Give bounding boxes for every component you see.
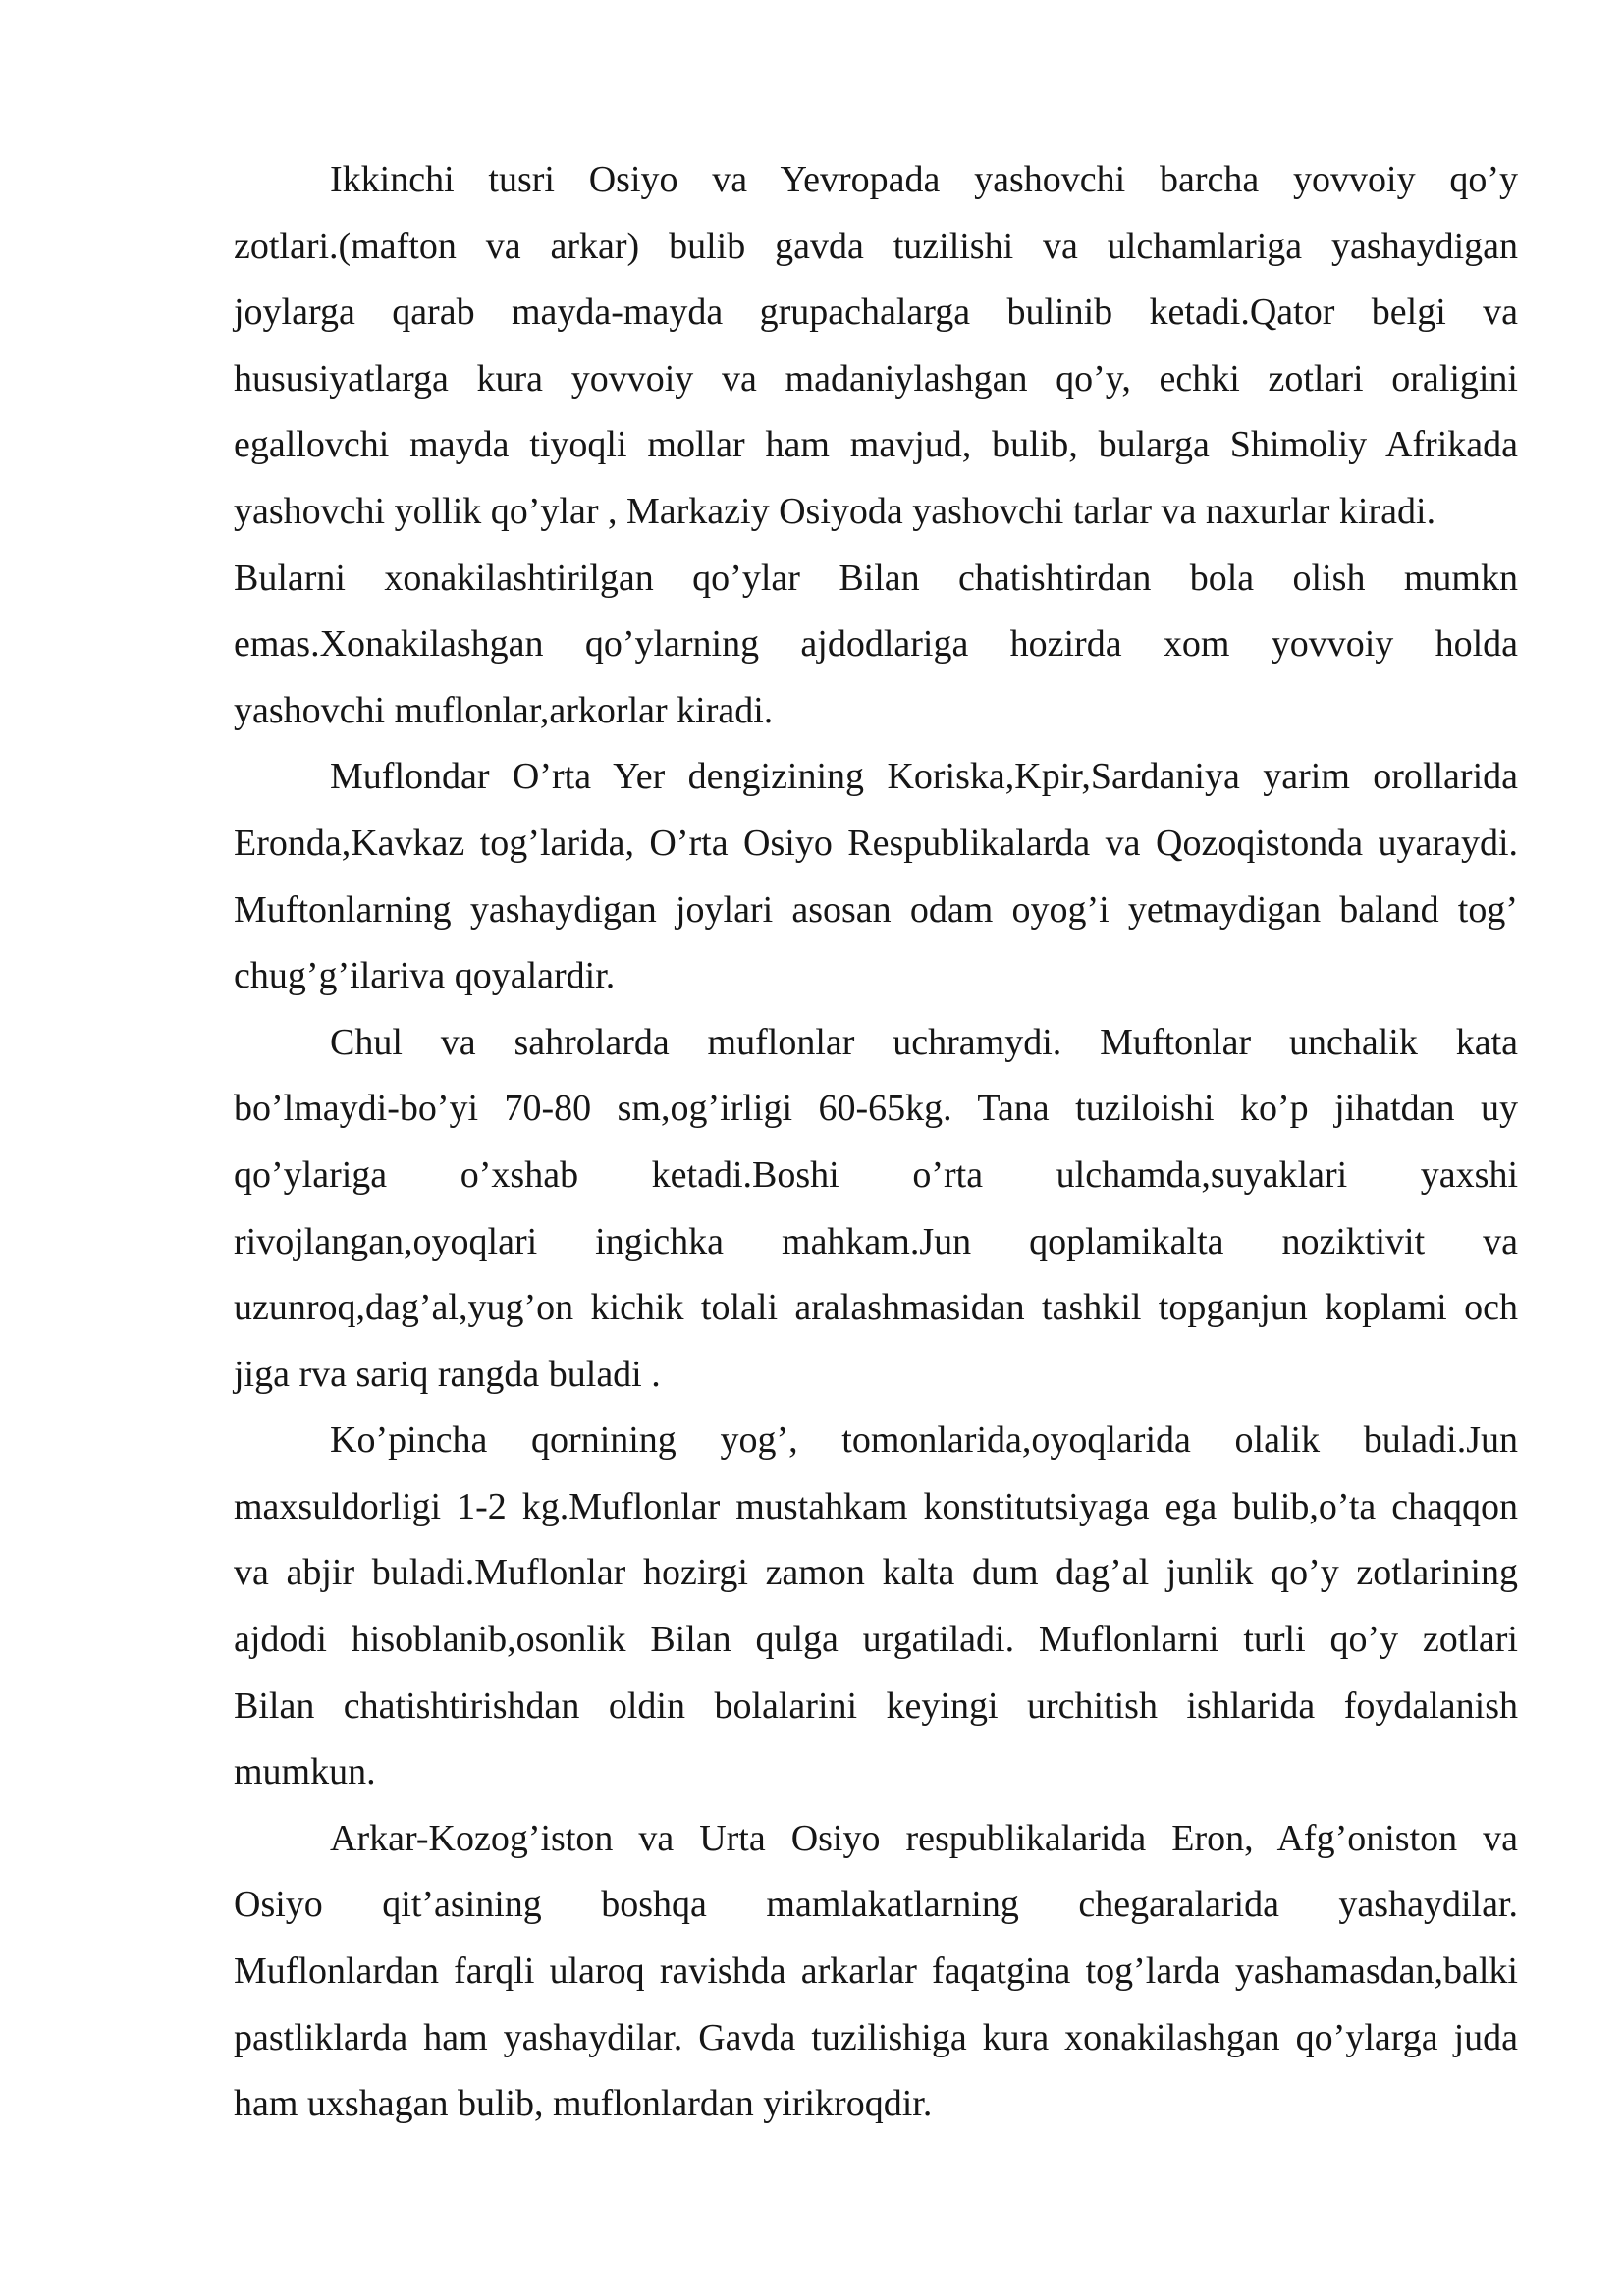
text-line: qo’ylariga o’xshab ketadi.Boshi o’rta ulchamda,suyaklari yaxshi bbox=[234, 1153, 1518, 1196]
text-line: rivojlangan,oyoqlari ingichka mahkam.Jun qoplamikalta noziktivit va bbox=[234, 1220, 1518, 1262]
paragraph-4 bbox=[234, 1010, 1518, 1409]
text-line: Muflonlardan farqli ularoq ravishda arkarlar faqatgina tog’larda yashamasdan,balki bbox=[234, 1950, 1518, 1993]
paragraph-6 bbox=[234, 1806, 1518, 2138]
text-line: emas.Xonakilashgan qo’ylarning ajdodlariga hozirda xom yovvoiy holda bbox=[234, 623, 1518, 666]
text-line: pastliklarda ham yashaydilar. Gavda tuzilishiga kura xonakilashgan qo’ylarga juda bbox=[234, 2016, 1518, 2058]
text-line: joylarga qarab mayda-mayda grupachalarga bulinib ketadi.Qator belgi va bbox=[234, 292, 1518, 334]
text-line: va abjir buladi.Muflonlar hozirgi zamon kalta dum dag’al junlik qo’y zotlarining bbox=[234, 1552, 1518, 1594]
text-line: Ko’pincha qornining yog’, tomonlarida,oyoqlarida olalik buladi.Jun bbox=[330, 1419, 1518, 1462]
text-line: jiga rva sariq rangda buladi . bbox=[234, 1353, 661, 1395]
text-line: Eronda,Kavkaz tog’larida, O’rta Osiyo Respublikalarda va Qozoqistonda uyaraydi. bbox=[234, 822, 1518, 864]
text-line: chug’g’ilariva qoyalardir. bbox=[234, 955, 616, 997]
text-line: Bilan chatishtirishdan oldin bolalarini keyingi urchitish ishlarida foydalanish bbox=[234, 1684, 1518, 1727]
text-line: mumkun. bbox=[234, 1751, 376, 1793]
text-line: ajdodi hisoblanib,osonlik Bilan qulga urgatiladi. Muflonlarni turli qo’y zotlari bbox=[234, 1619, 1518, 1661]
text-line: zotlari.(mafton va arkar) bulib gavda tuzilishi va ulchamlariga yashaydigan bbox=[234, 225, 1518, 267]
text-line: Arkar-Kozog’iston va Urta Osiyo respublikalarida Eron, Afg’oniston va bbox=[330, 1817, 1518, 1859]
paragraph-2 bbox=[234, 546, 1518, 745]
text-line: Osiyo qit’asining boshqa mamlakatlarning chegaralarida yashaydilar. bbox=[234, 1884, 1518, 1926]
document-page bbox=[234, 147, 1518, 2138]
text-line: egallovchi mayda tiyoqli mollar ham mavjud, bulib, bularga Shimoliy Afrikada bbox=[234, 424, 1518, 466]
text-line: Bularni xonakilashtirilgan qo’ylar Bilan chatishtirdan bola olish mumkn bbox=[234, 557, 1518, 599]
paragraph-1 bbox=[234, 147, 1518, 546]
text-line: Muflondar O’rta Yer dengizining Koriska,Kpir,Sardaniya yarim orollarida bbox=[330, 756, 1518, 798]
text-line: hususiyatlarga kura yovvoiy va madaniylashgan qo’y, echki zotlari oraligini bbox=[234, 357, 1518, 400]
paragraph-3 bbox=[234, 744, 1518, 1009]
text-line: Chul va sahrolarda muflonlar uchramydi. Muftonlar unchalik kata bbox=[330, 1021, 1518, 1063]
paragraph-5 bbox=[234, 1408, 1518, 1806]
text-line: Ikkinchi tusri Osiyo va Yevropada yashovchi barcha yovvoiy qo’y bbox=[330, 159, 1518, 200]
text-line: maxsuldorligi 1-2 kg.Muflonlar mustahkam konstitutsiyaga ega bulib,o’ta chaqqon bbox=[234, 1485, 1518, 1527]
text-line: bo’lmaydi-bo’yi 70-80 sm,og’irligi 60-65kg. Tana tuziloishi ko’p jihatdan uy bbox=[234, 1088, 1518, 1130]
text-line: yashovchi yollik qo’ylar , Markaziy Osiyoda yashovchi tarlar va naxurlar kiradi. bbox=[234, 490, 1436, 532]
text-line: yashovchi muflonlar,arkorlar kiradi. bbox=[234, 689, 774, 731]
text-line: ham uxshagan bulib, muflonlardan yirikroqdir. bbox=[234, 2083, 933, 2125]
text-line: uzunroq,dag’al,yug’on kichik tolali aralashmasidan tashkil topganjun koplami och bbox=[234, 1287, 1518, 1329]
text-line: Muftonlarning yashaydigan joylari asosan odam oyog’i yetmaydigan baland tog’ bbox=[234, 888, 1518, 931]
